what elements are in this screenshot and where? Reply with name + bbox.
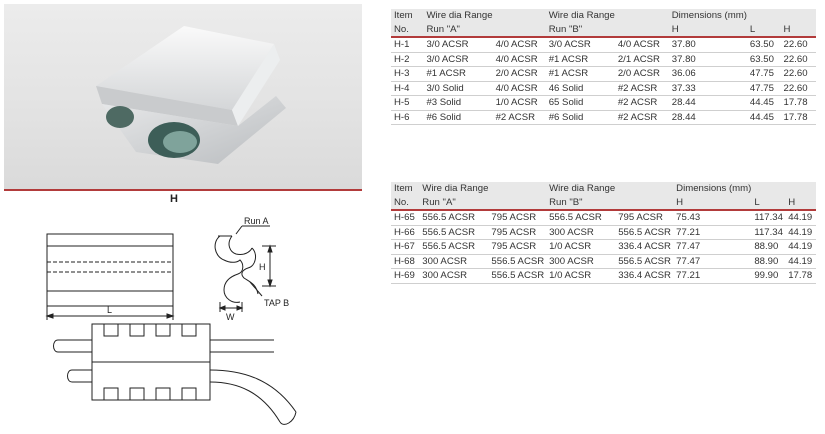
table-row-cell: 77.21 bbox=[673, 225, 751, 240]
table-header-row-cell: Wire dia Range bbox=[546, 9, 615, 23]
table-row bbox=[391, 110, 816, 125]
table-header-row-cell: Item bbox=[391, 182, 419, 196]
table-row-cell: 44.19 bbox=[785, 210, 816, 225]
tap-b-label: TAP B bbox=[264, 298, 290, 308]
table-row-cell: H-2 bbox=[391, 52, 423, 67]
table-row-cell: 44.45 bbox=[747, 96, 781, 111]
table-row-cell: 77.47 bbox=[673, 254, 751, 269]
table-row-cell: 22.60 bbox=[781, 81, 816, 96]
run-a-label: Run A bbox=[244, 216, 269, 226]
table-row-cell: 4/0 ACSR bbox=[493, 37, 546, 52]
table-row-cell: 17.78 bbox=[781, 110, 816, 125]
table-subheader-row-cell: Run "A" bbox=[419, 196, 488, 211]
table-row-cell: 44.45 bbox=[747, 110, 781, 125]
table-subheader-row-cell: L bbox=[751, 196, 785, 211]
table-row-cell: H-3 bbox=[391, 67, 423, 82]
table-row-cell: 47.75 bbox=[747, 81, 781, 96]
table-subheader-row-cell: H bbox=[673, 196, 751, 211]
table-row-cell: 336.4 ACSR bbox=[615, 240, 673, 255]
table-header-row-cell bbox=[493, 9, 546, 23]
table-header-row-cell bbox=[781, 9, 816, 23]
table-row-cell: #1 ACSR bbox=[423, 67, 492, 82]
table-row bbox=[391, 210, 816, 225]
table-subheader-row-cell: H bbox=[781, 23, 816, 38]
table-row-cell: 36.06 bbox=[669, 67, 747, 82]
table-subheader-row-cell: Run "A" bbox=[423, 23, 492, 38]
table-row-cell: 37.33 bbox=[669, 81, 747, 96]
table-row-cell: 17.78 bbox=[781, 96, 816, 111]
dim-h-label: H bbox=[259, 262, 266, 272]
table-row-cell: 3/0 Solid bbox=[423, 81, 492, 96]
table-row-cell: #6 Solid bbox=[546, 110, 615, 125]
table-row bbox=[391, 52, 816, 67]
table-row-cell: 44.19 bbox=[785, 225, 816, 240]
table-header-row-cell bbox=[615, 182, 673, 196]
table-subheader-row bbox=[391, 196, 816, 211]
table-row-cell: 300 ACSR bbox=[546, 254, 615, 269]
table-row-cell: 46 Solid bbox=[546, 81, 615, 96]
table-row-cell: 336.4 ACSR bbox=[615, 269, 673, 284]
table-row-cell: 44.19 bbox=[785, 240, 816, 255]
table-row-cell: 300 ACSR bbox=[419, 269, 488, 284]
product-caption: H bbox=[170, 193, 178, 205]
table-row bbox=[391, 81, 816, 96]
table-header-row-cell bbox=[751, 182, 785, 196]
table-row-cell: #3 Solid bbox=[423, 96, 492, 111]
table-row-cell: 556.5 ACSR bbox=[615, 225, 673, 240]
table-row-cell: 556.5 ACSR bbox=[419, 225, 488, 240]
table-row-cell: 63.50 bbox=[747, 37, 781, 52]
table-row-cell: 4/0 ACSR bbox=[493, 81, 546, 96]
dim-l-label: L bbox=[107, 305, 113, 315]
table-row-cell: #1 ACSR bbox=[546, 52, 615, 67]
table-row-cell: 1/0 ACSR bbox=[493, 96, 546, 111]
table-row-cell: 75.43 bbox=[673, 210, 751, 225]
table-row-cell: #1 ACSR bbox=[546, 67, 615, 82]
table-row bbox=[391, 96, 816, 111]
table-row-cell: 47.75 bbox=[747, 67, 781, 82]
table-row-cell: 795 ACSR bbox=[488, 210, 546, 225]
table-row-cell: #6 Solid bbox=[423, 110, 492, 125]
table-row-cell: #2 ACSR bbox=[615, 81, 669, 96]
table-row-cell: #2 ACSR bbox=[615, 96, 669, 111]
table-row-cell: H-4 bbox=[391, 81, 423, 96]
h-tap-connector-image bbox=[4, 4, 362, 190]
table-row bbox=[391, 240, 816, 255]
table-row-cell: H-67 bbox=[391, 240, 419, 255]
table-row-cell: 556.5 ACSR bbox=[419, 240, 488, 255]
table-row-cell: 28.44 bbox=[669, 110, 747, 125]
table-header-row-cell bbox=[747, 9, 781, 23]
table-row-cell: 2/0 ACSR bbox=[615, 67, 669, 82]
table-row-cell: 63.50 bbox=[747, 52, 781, 67]
table-row-cell: 88.90 bbox=[751, 240, 785, 255]
table-row-cell: 3/0 ACSR bbox=[423, 52, 492, 67]
table-row-cell: #2 ACSR bbox=[493, 110, 546, 125]
table-subheader-row-cell: L bbox=[747, 23, 781, 38]
table-row-cell: #2 ACSR bbox=[615, 110, 669, 125]
table-row-cell: 556.5 ACSR bbox=[546, 210, 615, 225]
table-row-cell: 99.90 bbox=[751, 269, 785, 284]
table-header-row-cell: Dimensions (mm) bbox=[673, 182, 751, 196]
table-row-cell: H-6 bbox=[391, 110, 423, 125]
table-subheader-row-cell bbox=[493, 23, 546, 38]
table-header-row-cell bbox=[488, 182, 546, 196]
photo-divider bbox=[4, 189, 362, 191]
table-row-cell: H-68 bbox=[391, 254, 419, 269]
table-row bbox=[391, 225, 816, 240]
table-row-cell: 795 ACSR bbox=[488, 240, 546, 255]
table-header-row bbox=[391, 182, 816, 196]
table-row-cell: 22.60 bbox=[781, 37, 816, 52]
table-row-cell: 22.60 bbox=[781, 52, 816, 67]
table-row-cell: H-65 bbox=[391, 210, 419, 225]
technical-drawing bbox=[30, 212, 340, 430]
table-header-row-cell bbox=[615, 9, 669, 23]
table-row-cell: 1/0 ACSR bbox=[546, 269, 615, 284]
spec-table-1 bbox=[391, 9, 816, 125]
table-row-cell: 1/0 ACSR bbox=[546, 240, 615, 255]
table-row-cell: 2/0 ACSR bbox=[493, 67, 546, 82]
table-subheader-row-cell bbox=[615, 23, 669, 38]
table-row-cell: 556.5 ACSR bbox=[488, 254, 546, 269]
table-header-row-cell: Wire dia Range bbox=[423, 9, 492, 23]
table-subheader-row-cell bbox=[488, 196, 546, 211]
table-row bbox=[391, 67, 816, 82]
table-header-row bbox=[391, 9, 816, 23]
table-row-cell: 556.5 ACSR bbox=[419, 210, 488, 225]
table-row-cell: 795 ACSR bbox=[615, 210, 673, 225]
table-row-cell: 117.34 bbox=[751, 225, 785, 240]
product-photo bbox=[4, 4, 362, 190]
table-row-cell: 556.5 ACSR bbox=[488, 269, 546, 284]
table-header-row-cell: Wire dia Range bbox=[419, 182, 488, 196]
table-header-row-cell: Dimensions (mm) bbox=[669, 9, 747, 23]
table-row-cell: 88.90 bbox=[751, 254, 785, 269]
table-row-cell: H-69 bbox=[391, 269, 419, 284]
table-row-cell: 556.5 ACSR bbox=[615, 254, 673, 269]
table-subheader-row-cell: No. bbox=[391, 23, 423, 38]
table-row-cell: 22.60 bbox=[781, 67, 816, 82]
dim-w-label: W bbox=[226, 312, 235, 322]
table-subheader-row-cell: Run "B" bbox=[546, 196, 615, 211]
table-row-cell: 300 ACSR bbox=[419, 254, 488, 269]
table-subheader-row-cell bbox=[615, 196, 673, 211]
table-row-cell: 65 Solid bbox=[546, 96, 615, 111]
table-row-cell: 4/0 ACSR bbox=[493, 52, 546, 67]
table-row-cell: 117.34 bbox=[751, 210, 785, 225]
spec-table-2 bbox=[391, 182, 816, 284]
table-row-cell: 17.78 bbox=[785, 269, 816, 284]
table-row-cell: 37.80 bbox=[669, 37, 747, 52]
table-subheader-row-cell: H bbox=[785, 196, 816, 211]
table-row-cell: 77.47 bbox=[673, 240, 751, 255]
table-row-cell: 28.44 bbox=[669, 96, 747, 111]
table-row-cell: H-5 bbox=[391, 96, 423, 111]
table-subheader-row bbox=[391, 23, 816, 38]
table-row bbox=[391, 269, 816, 284]
table-row-cell: 77.21 bbox=[673, 269, 751, 284]
table-row-cell: 795 ACSR bbox=[488, 225, 546, 240]
table-row-cell: H-66 bbox=[391, 225, 419, 240]
table-row bbox=[391, 254, 816, 269]
table-header-row-cell bbox=[785, 182, 816, 196]
table-subheader-row-cell: No. bbox=[391, 196, 419, 211]
table-row-cell: 4/0 ACSR bbox=[615, 37, 669, 52]
table-row-cell: 37.80 bbox=[669, 52, 747, 67]
table-row-cell: 3/0 ACSR bbox=[546, 37, 615, 52]
table-row-cell: 2/1 ACSR bbox=[615, 52, 669, 67]
table-subheader-row-cell: H bbox=[669, 23, 747, 38]
table-header-row-cell: Item bbox=[391, 9, 423, 23]
table-row-cell: 44.19 bbox=[785, 254, 816, 269]
table-subheader-row-cell: Run "B" bbox=[546, 23, 615, 38]
table-row-cell: 300 ACSR bbox=[546, 225, 615, 240]
table-row-cell: H-1 bbox=[391, 37, 423, 52]
front-view bbox=[47, 234, 173, 306]
table-row-cell: 3/0 ACSR bbox=[423, 37, 492, 52]
table-row bbox=[391, 37, 816, 52]
table-header-row-cell: Wire dia Range bbox=[546, 182, 615, 196]
